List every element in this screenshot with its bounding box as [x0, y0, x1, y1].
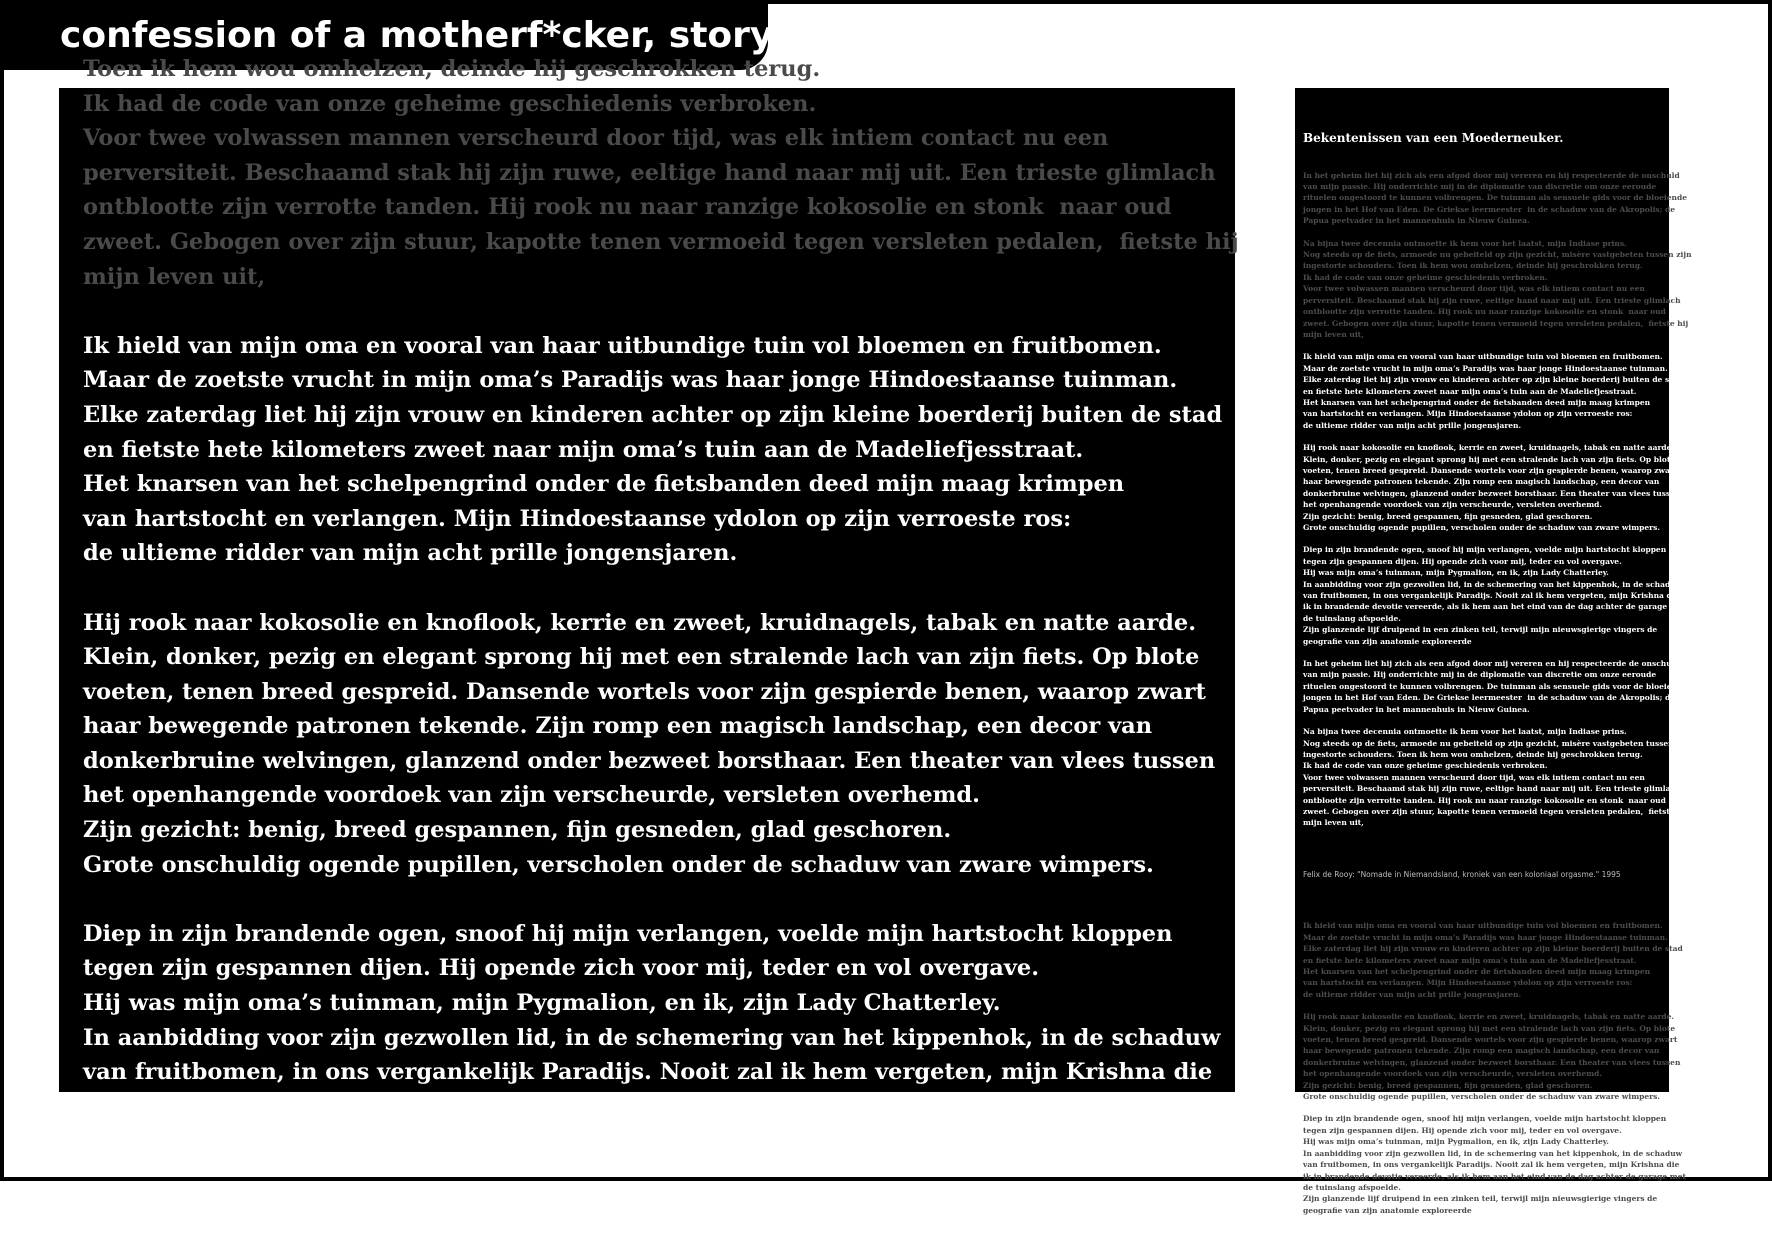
side-text-body — [1303, 108, 1692, 1250]
side-text-line: de tuinslang afspoelde. — [1303, 613, 1401, 623]
side-text-line: jongen in het Hof van Eden. De Griekse leermeester in de schaduw van de Akropolis; de — [1303, 204, 1676, 214]
main-text-line: Diep in zijn brandende ogen, snoof hij mijn verlangen, voelde mijn hartstocht kloppen — [83, 920, 1173, 947]
main-text-line: Ik hield van mijn oma en vooral van haar uitbundige tuin vol bloemen en fruitbomen. — [83, 332, 1162, 359]
side-text-line: Na bijna twee decennia ontmoette ik hem voor het laatst, mijn Indiase prins. — [1303, 727, 1627, 737]
main-text-line: van hartstocht en verlangen. Mijn Hindoestaanse ydolon op zijn verroeste ros: — [83, 505, 1072, 532]
side-text-line: zweet. Gebogen over zijn stuur, kapotte tenen vermoeid tegen versleten pedalen, fietste hij — [1303, 318, 1689, 328]
side-text-panel[interactable] — [1295, 88, 1692, 1215]
main-text-line: Elke zaterdag liet hij zijn vrouw en kinderen achter op zijn kleine boerderij buiten de stad — [83, 401, 1223, 428]
side-text-line: voeten, tenen breed gespreid. Dansende wortels voor zijn gespierde benen, waarop zwart — [1303, 1035, 1678, 1045]
side-text-line: rituelen ongestoord te kunnen volbrengen. De tuinman als sensuele gids voor de bloeiende — [1303, 681, 1688, 691]
side-text-line: Zijn glanzende lijf druipend in een zinken teil, terwijl mijn nieuwsgierige vingers de — [1303, 1194, 1658, 1204]
main-text-line: Maar de zoetste vrucht in mijn oma’s Paradijs was haar jonge Hindoestaanse tuinman. — [83, 367, 1178, 394]
main-text-line: Toen ik hem wou omhelzen, deinde hij geschrokken terug. — [83, 56, 821, 82]
side-text-line: ik in brandende devotie vereerde, als ik hem aan het eind van de dag achter de garage met — [1303, 1171, 1686, 1181]
side-text-line: rituelen ongestoord te kunnen volbrengen. De tuinman als sensuele gids voor de bloeiende — [1303, 193, 1688, 203]
paragraph-gap — [83, 882, 1223, 917]
main-text-line: Ik had de code van onze geheime geschiedenis verbroken. — [83, 90, 817, 117]
side-text-line: Zijn gezicht: benig, breed gespannen, fijn gesneden, glad geschoren. — [1303, 511, 1593, 521]
side-text-line: Voor twee volwassen mannen verscheurd door tijd, was elk intiem contact nu een — [1303, 772, 1645, 782]
side-text-line: het openhangende voordoek van zijn verscheurde, versleten overhemd. — [1303, 1069, 1603, 1079]
side-text-line: Ik hield van mijn oma en vooral van haar uitbundige tuin vol bloemen en fruitbomen. — [1303, 921, 1663, 931]
side-text-line: geografie van zijn anatomie exploreerde — [1303, 1205, 1472, 1215]
side-text-line: ingestorte schouders. Toen ik hem wou omhelzen, deinde hij geschrokken terug. — [1303, 261, 1643, 271]
side-text-line: Ik had de code van onze geheime geschiedenis verbroken. — [1303, 272, 1548, 282]
side-text-line: Hij was mijn oma’s tuinman, mijn Pygmalion, en ik, zijn Lady Chatterley. — [1303, 568, 1609, 578]
side-text-line: zweet. Gebogen over zijn stuur, kapotte tenen vermoeid tegen versleten pedalen, fietste hij — [1303, 806, 1689, 816]
side-text-line: van hartstocht en verlangen. Mijn Hindoestaanse ydolon op zijn verroeste ros: — [1303, 978, 1633, 988]
side-text-line: Elke zaterdag liet hij zijn vrouw en kinderen achter op zijn kleine boerderij buiten de stad — [1303, 944, 1683, 954]
side-paragraph — [1303, 351, 1683, 431]
side-text-line: de ultieme ridder van mijn acht prille jongensjaren. — [1303, 420, 1522, 430]
main-text-line: perversiteit. Beschaamd stak hij zijn ruwe, eeltige hand naar mij uit. Een trieste glimlach — [83, 159, 1216, 186]
main-text-line: Zijn gezicht: benig, breed gespannen, fijn gesneden, glad geschoren. — [83, 817, 952, 844]
side-text-line: Zijn gezicht: benig, breed gespannen, fijn gesneden, glad geschoren. — [1303, 1080, 1593, 1090]
side-text-line: Klein, donker, pezig en elegant sprong hij met een stralende lach van zijn fiets. Op blote — [1303, 1023, 1676, 1033]
main-text-line: en fietste hete kilometers zweet naar mijn oma’s tuin aan de Madeliefjesstraat. — [83, 436, 1084, 463]
side-text-line: Ik had de code van onze geheime geschiedenis verbroken. — [1303, 761, 1548, 771]
side-text-line: van fruitbomen, in ons vergankelijk Paradijs. Nooit zal ik hem vergeten, mijn Krishna die — [1303, 1160, 1680, 1170]
main-text-line: het openhangende voordoek van zijn verscheurde, versleten overhemd. — [83, 782, 981, 809]
side-text-line: geografie van zijn anatomie exploreerde — [1303, 636, 1472, 646]
side-text-line: Het knarsen van het schelpengrind onder de fietsbanden deed mijn maag krimpen — [1303, 397, 1651, 407]
side-text-line: Zijn glanzende lijf druipend in een zinken teil, terwijl mijn nieuwsgierige vingers de — [1303, 625, 1658, 635]
page-title: confession of a motherf*cker, story — [60, 15, 774, 56]
main-text-line: haar bewegende patronen tekende. Zijn romp een magisch landschap, een decor van — [83, 713, 1153, 740]
side-text-line: In aanbidding voor zijn gezwollen lid, in de schemering van het kippenhok, in de schaduw — [1303, 1148, 1683, 1158]
side-text-line: van fruitbomen, in ons vergankelijk Paradijs. Nooit zal ik hem vergeten, mijn Krishna die — [1303, 591, 1680, 601]
side-text-line: ingestorte schouders. Toen ik hem wou omhelzen, deinde hij geschrokken terug. — [1303, 749, 1643, 759]
side-text-line: Papua peetvader in het mannenhuis in Nieuw Guinea. — [1303, 216, 1530, 226]
side-text-line: en fietste hete kilometers zweet naar mijn oma’s tuin aan de Madeliefjesstraat. — [1303, 955, 1637, 965]
main-text-line: donkerbruine welvingen, glanzend onder bezweet borsthaar. Een theater van vlees tussen — [83, 747, 1216, 774]
side-paragraph — [1303, 238, 1692, 341]
main-text-line: Hij rook naar kokosolie en knoflook, kerrie en zweet, kruidnagels, tabak en natte aarde. — [83, 609, 1197, 636]
side-text-line: tegen zijn gespannen dijen. Hij opende zich voor mij, teder en vol overgave. — [1303, 1125, 1622, 1135]
side-text-line: Hij rook naar kokosolie en knoflook, kerrie en zweet, kruidnagels, tabak en natte aarde. — [1303, 1012, 1675, 1022]
main-text-body — [83, 52, 1239, 1090]
side-paragraph — [1303, 544, 1686, 647]
main-text-panel[interactable] — [59, 56, 1239, 1092]
main-text-line: tegen zijn gespannen dijen. Hij opende zich voor mij, teder en vol overgave. — [83, 955, 1040, 982]
side-text-line: Het knarsen van het schelpengrind onder de fietsbanden deed mijn maag krimpen — [1303, 967, 1651, 976]
side-after-blocks — [1303, 920, 1686, 1216]
side-text-line: mijn leven uit, — [1303, 329, 1364, 339]
side-paragraph — [1303, 1113, 1686, 1216]
main-text-line: van fruitbomen, in ons vergankelijk Paradijs. Nooit zal ik hem vergeten, mijn Krishna die — [83, 1059, 1213, 1086]
side-text-line: In aanbidding voor zijn gezwollen lid, in de schemering van het kippenhok, in de schaduw — [1303, 579, 1683, 589]
side-text-line: Hij rook naar kokosolie en knoflook, kerrie en zweet, kruidnagels, tabak en natte aarde. — [1303, 443, 1675, 453]
side-text-line: de ultieme ridder van mijn acht prille jongensjaren. — [1303, 989, 1522, 999]
side-text-line: de tuinslang afspoelde. — [1303, 1182, 1401, 1192]
side-text-line: Maar de zoetste vrucht in mijn oma’s Paradijs was haar jonge Hindoestaanse tuinman. — [1303, 363, 1668, 373]
side-text-line: perversiteit. Beschaamd stak hij zijn ruwe, eeltige hand naar mij uit. Een trieste glimlach — [1303, 295, 1681, 305]
side-text-line: Nog steeds op de fiets, armoede nu gebeiteld op zijn gezicht, misère vastgebeten tussen zijn — [1303, 250, 1692, 260]
side-text-line: Maar de zoetste vrucht in mijn oma’s Paradijs was haar jonge Hindoestaanse tuinman. — [1303, 932, 1668, 942]
side-text-line: In het geheim liet hij zich als een afgod door mij vereren en hij respecteerde de onschuld — [1303, 659, 1680, 669]
side-text-line: Ik hield van mijn oma en vooral van haar uitbundige tuin vol bloemen en fruitbomen. — [1303, 352, 1663, 362]
main-text-line: Grote onschuldig ogende pupillen, verscholen onder de schaduw van zware wimpers. — [83, 851, 1154, 878]
main-text-line: zweet. Gebogen over zijn stuur, kapotte tenen vermoeid tegen versleten pedalen, fietste hij — [83, 228, 1239, 255]
side-text-line: ontblootte zijn verrotte tanden. Hij rook nu naar ranzige kokosolie en stonk naar oud — [1303, 307, 1666, 317]
main-text-line: voeten, tenen breed gespreid. Dansende wortels voor zijn gespierde benen, waarop zwart — [83, 678, 1206, 705]
side-text-line: donkerbruine welvingen, glanzend onder bezweet borsthaar. Een theater van vlees tussen — [1303, 488, 1681, 498]
side-text-line: Na bijna twee decennia ontmoette ik hem voor het laatst, mijn Indiase prins. — [1303, 238, 1627, 248]
main-text-line: Klein, donker, pezig en elegant sprong hij met een stralende lach van zijn fiets. Op blote — [83, 644, 1200, 671]
main-text-line: Hij was mijn oma’s tuinman, mijn Pygmalion, en ik, zijn Lady Chatterley. — [83, 990, 1001, 1017]
side-text-line: haar bewegende patronen tekende. Zijn romp een magisch landschap, een decor van — [1303, 1046, 1660, 1056]
side-text-line: perversiteit. Beschaamd stak hij zijn ruwe, eeltige hand naar mij uit. Een trieste glimlach — [1303, 784, 1681, 794]
main-text-line: de ultieme ridder van mijn acht prille jongensjaren. — [83, 540, 738, 567]
side-text-line: het openhangende voordoek van zijn verscheurde, versleten overhemd. — [1303, 500, 1603, 510]
side-heading: Bekentenissen van een Moederneuker. — [1303, 130, 1564, 145]
side-paragraph — [1303, 726, 1692, 829]
side-text-line: Elke zaterdag liet hij zijn vrouw en kinderen achter op zijn kleine boerderij buiten de stad — [1303, 375, 1683, 385]
side-text-line: Diep in zijn brandende ogen, snoof hij mijn verlangen, voelde mijn hartstocht kloppen — [1303, 545, 1667, 555]
side-text-line: ik in brandende devotie vereerde, als ik hem aan het eind van de dag achter de garage met — [1303, 602, 1686, 612]
side-text-line: Klein, donker, pezig en elegant sprong hij met een stralende lach van zijn fiets. Op blote — [1303, 454, 1676, 464]
side-text-line: donkerbruine welvingen, glanzend onder bezweet borsthaar. Een theater van vlees tussen — [1303, 1057, 1681, 1067]
side-text-line: Hij was mijn oma’s tuinman, mijn Pygmalion, en ik, zijn Lady Chatterley. — [1303, 1137, 1609, 1147]
side-paragraph — [1303, 170, 1688, 227]
side-text-line: tegen zijn gespannen dijen. Hij opende zich voor mij, teder en vol overgave. — [1303, 556, 1622, 566]
side-text-line: Grote onschuldig ogende pupillen, verscholen onder de schaduw van zware wimpers. — [1303, 523, 1660, 532]
main-text-line: In aanbidding voor zijn gezwollen lid, in de schemering van het kippenhok, in de schaduw — [83, 1024, 1221, 1051]
main-text-line: mijn leven uit, — [83, 263, 266, 290]
side-text-line: voeten, tenen breed gespreid. Dansende wortels voor zijn gespierde benen, waarop zwart — [1303, 465, 1678, 475]
side-text-line: ontblootte zijn verrotte tanden. Hij rook nu naar ranzige kokosolie en stonk naar oud — [1303, 795, 1666, 805]
side-blocks — [1303, 170, 1692, 829]
main-text-line: ontblootte zijn verrotte tanden. Hij rook nu naar ranzige kokosolie en stonk naar oud — [83, 194, 1172, 221]
paragraph-gap — [83, 571, 1223, 606]
paragraph-gap — [83, 294, 1223, 329]
side-text-line: Papua peetvader in het mannenhuis in Nieuw Guinea. — [1303, 704, 1530, 714]
side-text-line: mijn leven uit, — [1303, 818, 1364, 828]
side-text-line: In het geheim liet hij zich als een afgod door mij vereren en hij respecteerde de onschuld — [1303, 170, 1680, 180]
side-text-line: jongen in het Hof van Eden. De Griekse leermeester in de schaduw van de Akropolis; de — [1303, 693, 1676, 703]
side-text-line: haar bewegende patronen tekende. Zijn romp een magisch landschap, een decor van — [1303, 477, 1660, 487]
side-text-line: Grote onschuldig ogende pupillen, verscholen onder de schaduw van zware wimpers. — [1303, 1092, 1660, 1102]
main-text-line: Voor twee volwassen mannen verscheurd door tijd, was elk intiem contact nu een — [83, 125, 1109, 152]
side-credit: Felix de Rooy: "Nomade in Niemandsland, kroniek van een koloniaal orgasme." 1995 — [1303, 869, 1621, 879]
main-text-line: Het knarsen van het schelpengrind onder de fietsbanden deed mijn maag krimpen — [83, 471, 1125, 498]
side-paragraph — [1303, 658, 1688, 715]
side-text-line: Nog steeds op de fiets, armoede nu gebeiteld op zijn gezicht, misère vastgebeten tussen zijn — [1303, 738, 1692, 748]
side-text-line: Voor twee volwassen mannen verscheurd door tijd, was elk intiem contact nu een — [1303, 284, 1645, 294]
side-text-line: en fietste hete kilometers zweet naar mijn oma’s tuin aan de Madeliefjesstraat. — [1303, 386, 1637, 396]
side-text-line: van hartstocht en verlangen. Mijn Hindoestaanse ydolon op zijn verroeste ros: — [1303, 409, 1633, 419]
side-paragraph — [1303, 442, 1681, 533]
side-paragraph — [1303, 1011, 1681, 1102]
side-text-line: van mijn passie. Hij onderrichte mij in de diplomatie van discretie om onze eeroude — [1303, 670, 1657, 680]
side-text-line: Diep in zijn brandende ogen, snoof hij mijn verlangen, voelde mijn hartstocht kloppen — [1303, 1114, 1667, 1124]
side-paragraph — [1303, 920, 1683, 1000]
side-text-line: van mijn passie. Hij onderrichte mij in de diplomatie van discretie om onze eeroude — [1303, 182, 1657, 192]
